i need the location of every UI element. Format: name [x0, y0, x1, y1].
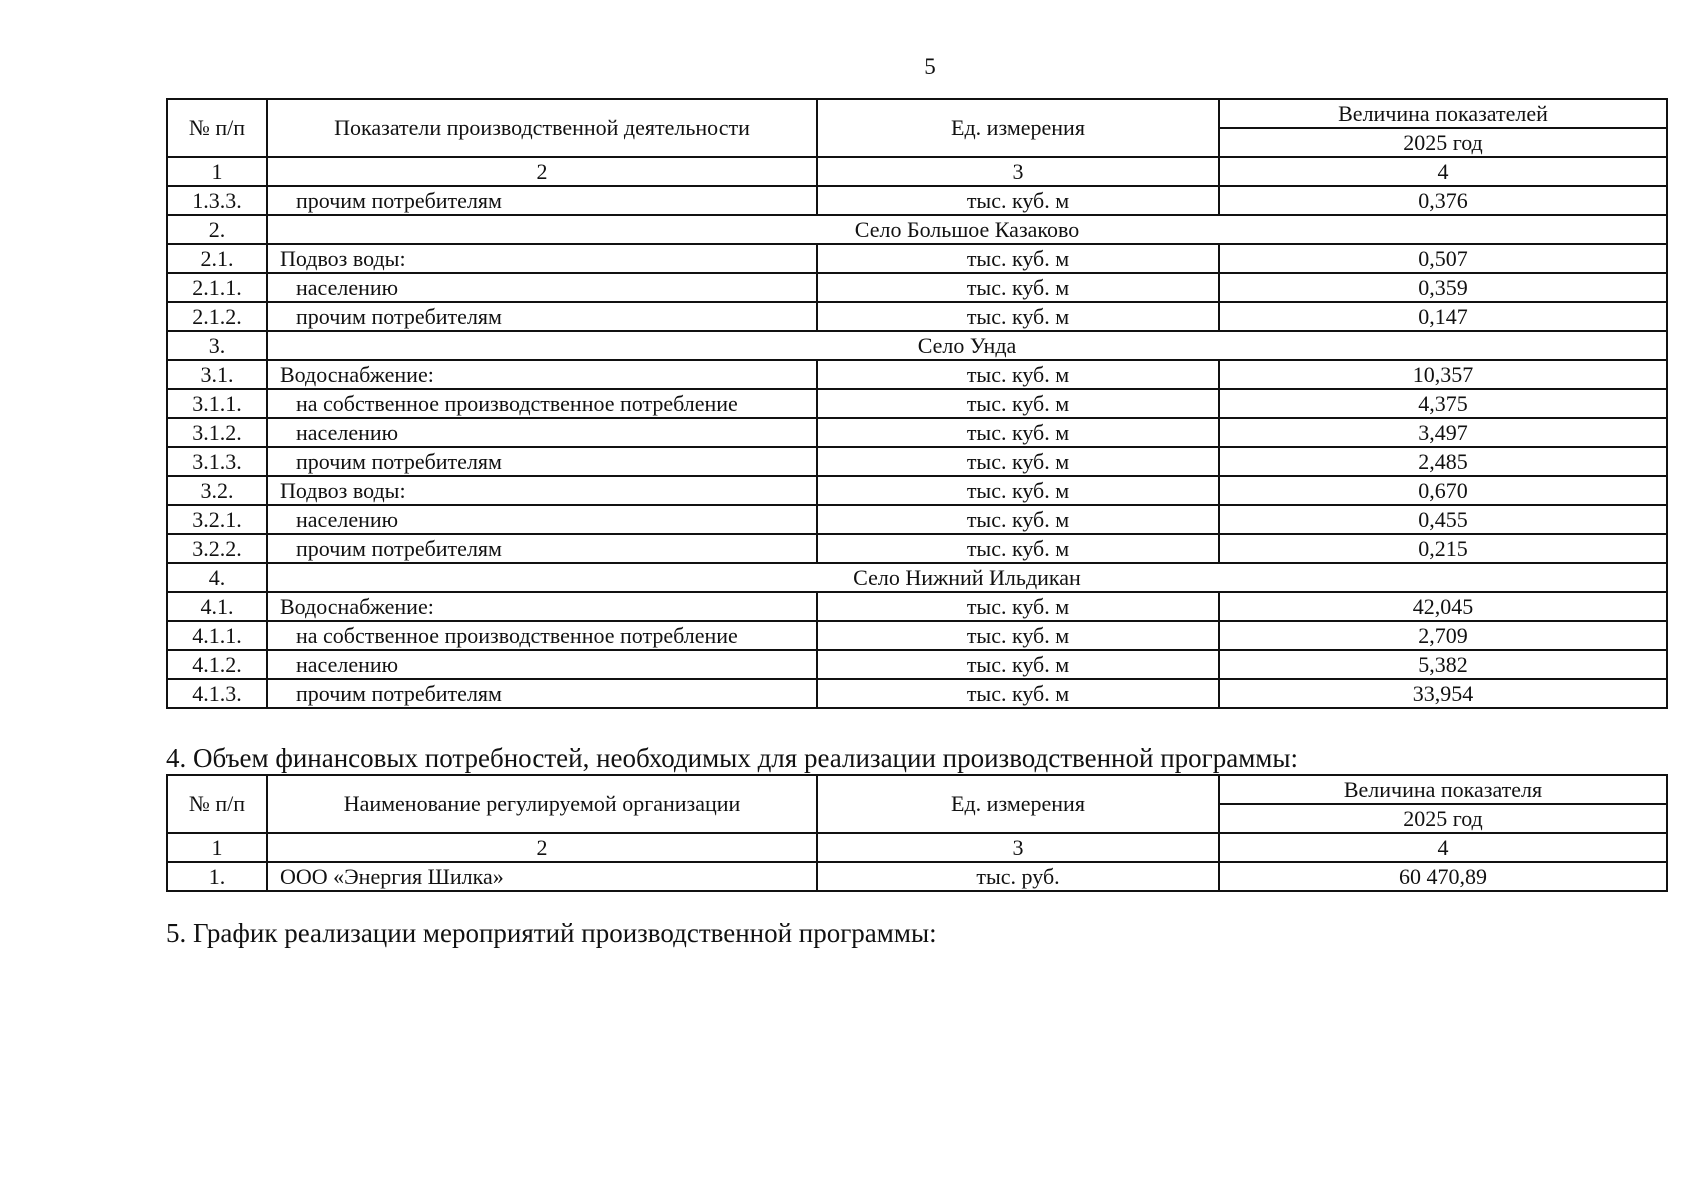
section-title: Село Унда [267, 331, 1667, 360]
table-row [167, 273, 1667, 302]
row-value: 3,497 [1219, 418, 1667, 447]
page-number: 5 [924, 54, 936, 79]
table-row [167, 360, 1667, 389]
row-name: Подвоз воды: [267, 244, 817, 273]
column-number: 1 [167, 833, 267, 862]
column-number: 4 [1219, 157, 1667, 186]
row-num: 2.1.1. [167, 273, 267, 302]
row-unit: тыс. куб. м [817, 650, 1219, 679]
table-row [167, 534, 1667, 563]
row-unit: тыс. куб. м [817, 186, 1219, 215]
section-title: Село Большое Казаково [267, 215, 1667, 244]
row-value: 4,375 [1219, 389, 1667, 418]
table-row [167, 679, 1667, 708]
header-value-group: Величина показателя [1219, 775, 1667, 804]
column-number-row [167, 833, 1667, 862]
row-name: населению [267, 650, 817, 679]
row-value: 0,376 [1219, 186, 1667, 215]
row-name: Подвоз воды: [267, 476, 817, 505]
row-unit: тыс. куб. м [817, 592, 1219, 621]
table-row [167, 505, 1667, 534]
row-value: 2,485 [1219, 447, 1667, 476]
row-name: прочим потребителям [267, 447, 817, 476]
row-unit: тыс. куб. м [817, 505, 1219, 534]
table-row [167, 389, 1667, 418]
column-number: 3 [817, 157, 1219, 186]
column-number: 2 [267, 157, 817, 186]
table-row [167, 302, 1667, 331]
row-num: 2. [167, 215, 267, 244]
row-name: населению [267, 273, 817, 302]
row-num: 4. [167, 563, 267, 592]
finance-section-heading: 4. Объем финансовых потребностей, необходимых для реализации производственной программы: [166, 743, 1299, 773]
row-name: на собственное производственное потребление [267, 621, 817, 650]
row-value: 10,357 [1219, 360, 1667, 389]
header-org: Наименование регулируемой организации [267, 775, 817, 833]
production-indicators-table [166, 98, 1668, 709]
row-num: 3.1.3. [167, 447, 267, 476]
row-value: 60 470,89 [1219, 862, 1667, 891]
row-unit: тыс. куб. м [817, 273, 1219, 302]
row-num: 4.1. [167, 592, 267, 621]
table-row [167, 476, 1667, 505]
header-unit: Ед. измерения [817, 775, 1219, 833]
row-name: на собственное производственное потребление [267, 389, 817, 418]
row-name: населению [267, 418, 817, 447]
row-num: 2.1. [167, 244, 267, 273]
row-num: 3. [167, 331, 267, 360]
header-unit: Ед. измерения [817, 99, 1219, 157]
header-indicator: Показатели производственной деятельности [267, 99, 817, 157]
row-num: 4.1.3. [167, 679, 267, 708]
table-row [167, 418, 1667, 447]
header-value-group: Величина показателей [1219, 99, 1667, 128]
row-value: 0,147 [1219, 302, 1667, 331]
row-name: Водоснабжение: [267, 360, 817, 389]
header-year: 2025 год [1219, 804, 1667, 833]
table-row [167, 650, 1667, 679]
table-row [167, 862, 1667, 891]
row-value: 0,359 [1219, 273, 1667, 302]
row-value: 0,507 [1219, 244, 1667, 273]
row-unit: тыс. куб. м [817, 244, 1219, 273]
row-num: 4.1.1. [167, 621, 267, 650]
column-number: 3 [817, 833, 1219, 862]
table-row [167, 447, 1667, 476]
row-name: прочим потребителям [267, 679, 817, 708]
row-num: 3.1.2. [167, 418, 267, 447]
row-unit: тыс. куб. м [817, 476, 1219, 505]
column-number-row [167, 157, 1667, 186]
row-num: 3.2.2. [167, 534, 267, 563]
section-row [167, 331, 1667, 360]
schedule-section-heading: 5. График реализации мероприятий производственной программы: [166, 918, 937, 948]
row-value: 42,045 [1219, 592, 1667, 621]
row-num: 4.1.2. [167, 650, 267, 679]
row-value: 33,954 [1219, 679, 1667, 708]
row-num: 3.1.1. [167, 389, 267, 418]
table-row [167, 592, 1667, 621]
row-value: 0,670 [1219, 476, 1667, 505]
column-number: 4 [1219, 833, 1667, 862]
section-row [167, 215, 1667, 244]
row-num: 1.3.3. [167, 186, 267, 215]
row-org: ООО «Энергия Шилка» [267, 862, 817, 891]
row-name: населению [267, 505, 817, 534]
row-name: прочим потребителям [267, 302, 817, 331]
row-unit: тыс. куб. м [817, 447, 1219, 476]
column-number: 1 [167, 157, 267, 186]
section-row [167, 563, 1667, 592]
row-unit: тыс. куб. м [817, 389, 1219, 418]
table-row [167, 621, 1667, 650]
table-row [167, 244, 1667, 273]
row-unit: тыс. руб. [817, 862, 1219, 891]
row-num: 3.1. [167, 360, 267, 389]
row-name: прочим потребителям [267, 186, 817, 215]
row-unit: тыс. куб. м [817, 679, 1219, 708]
row-unit: тыс. куб. м [817, 360, 1219, 389]
column-number: 2 [267, 833, 817, 862]
row-num: 3.2. [167, 476, 267, 505]
row-num: 1. [167, 862, 267, 891]
row-value: 0,455 [1219, 505, 1667, 534]
row-num: 2.1.2. [167, 302, 267, 331]
row-unit: тыс. куб. м [817, 302, 1219, 331]
table-row [167, 186, 1667, 215]
row-name: прочим потребителям [267, 534, 817, 563]
header-num: № п/п [167, 775, 267, 833]
header-year: 2025 год [1219, 128, 1667, 157]
row-unit: тыс. куб. м [817, 534, 1219, 563]
finance-needs-table [166, 774, 1668, 892]
row-unit: тыс. куб. м [817, 621, 1219, 650]
row-value: 5,382 [1219, 650, 1667, 679]
row-unit: тыс. куб. м [817, 418, 1219, 447]
row-value: 2,709 [1219, 621, 1667, 650]
row-value: 0,215 [1219, 534, 1667, 563]
header-num: № п/п [167, 99, 267, 157]
section-title: Село Нижний Ильдикан [267, 563, 1667, 592]
row-num: 3.2.1. [167, 505, 267, 534]
row-name: Водоснабжение: [267, 592, 817, 621]
